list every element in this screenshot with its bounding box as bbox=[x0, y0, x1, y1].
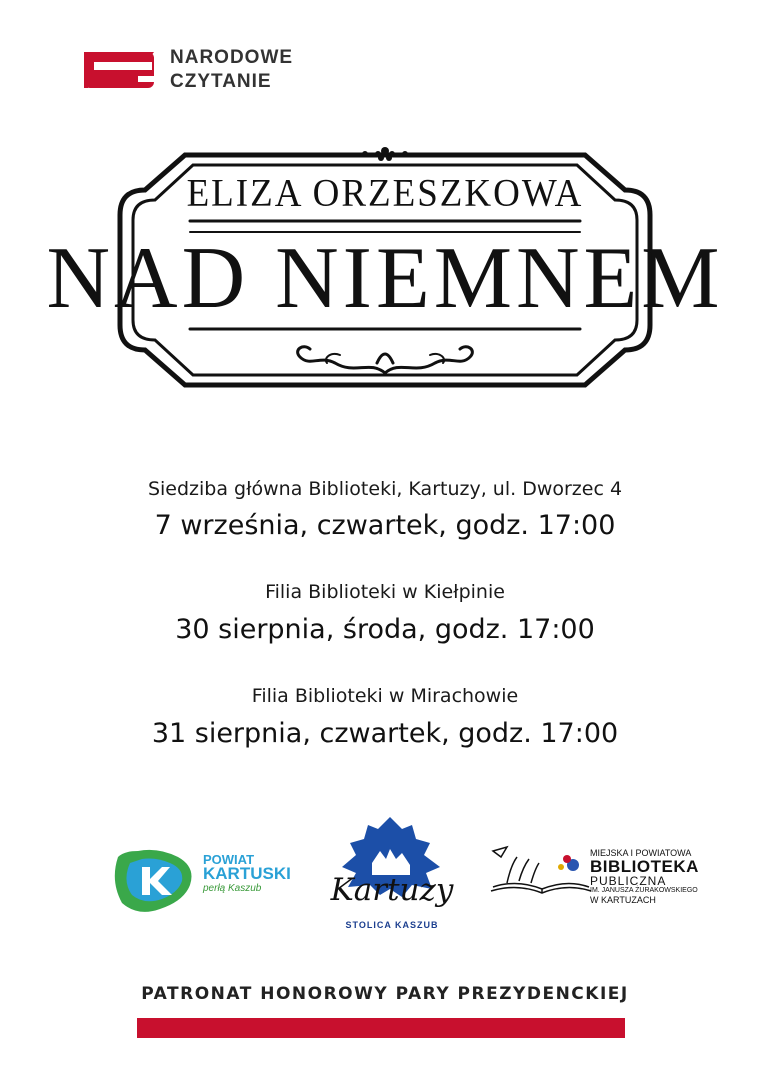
book-icon bbox=[80, 46, 160, 92]
logo-line2: CZYTANIE bbox=[170, 71, 272, 92]
library-logo-icon bbox=[487, 843, 597, 903]
event-date: 30 sierpnia, środa, godz. 17:00 bbox=[175, 614, 595, 645]
event-date: 31 sierpnia, czwartek, godz. 17:00 bbox=[151, 718, 619, 749]
event-place: Filia Biblioteki w Kiełpinie bbox=[265, 581, 505, 603]
event-place: Siedziba główna Biblioteki, Kartuzy, ul. Dworzec 4 bbox=[147, 478, 623, 500]
powiat-line1: POWIAT bbox=[203, 852, 255, 867]
library-line2: BIBLIOTEKA bbox=[590, 857, 699, 876]
powiat-line3: perłą Kaszub bbox=[203, 883, 262, 894]
author-name: ELIZA ORZESZKOWA bbox=[186, 171, 584, 216]
kartuzy-wordmark: Kartuzy bbox=[330, 872, 454, 908]
powiat-line2: KARTUSKI bbox=[203, 864, 291, 883]
patronage-text: PATRONAT HONOROWY PARY PREZYDENCKIEJ bbox=[141, 984, 629, 1004]
library-line1: MIEJSKA I POWIATOWA bbox=[590, 848, 692, 858]
event-place: Filia Biblioteki w Mirachowie bbox=[251, 685, 519, 707]
logo-line1: NARODOWE bbox=[170, 47, 294, 68]
event-date: 7 września, czwartek, godz. 17:00 bbox=[154, 510, 616, 541]
red-bar bbox=[137, 1018, 625, 1038]
library-line5: W KARTUZACH bbox=[590, 895, 656, 905]
library-line3: PUBLICZNA bbox=[590, 874, 667, 888]
kartuzy-subtitle: STOLICA KASZUB bbox=[345, 920, 439, 930]
book-title: NAD NIEMNEM bbox=[46, 230, 724, 327]
library-line4: IM. JANUSZA ŻURAKOWSKIEGO bbox=[590, 887, 698, 894]
powiat-logo-icon bbox=[108, 845, 198, 917]
